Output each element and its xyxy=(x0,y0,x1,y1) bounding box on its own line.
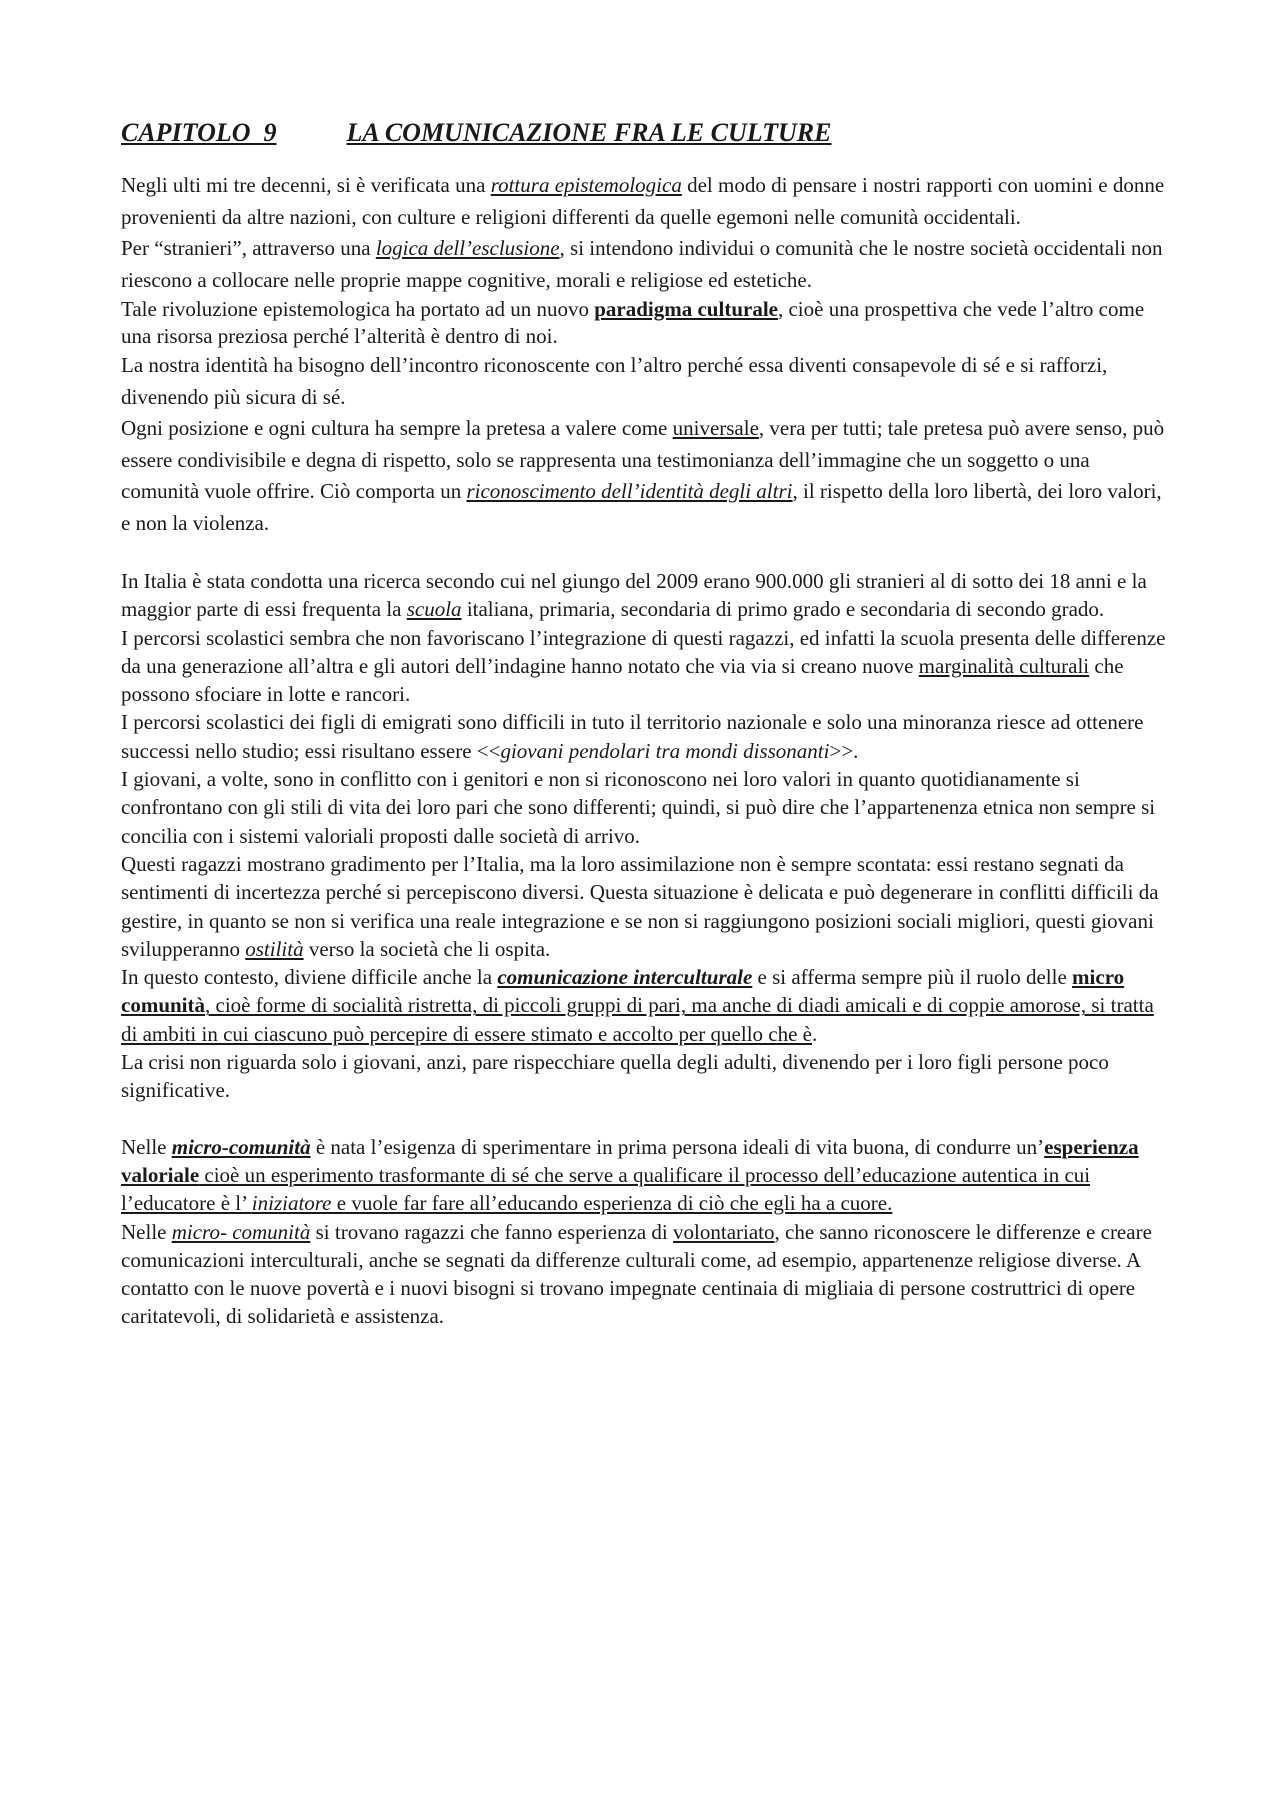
paragraph: In questo contesto, diviene difficile anche la comunicazione interculturale e si afferma sempre più il ruolo delle micro comunità, cioè forme di socialità ristretta, di piccoli gruppi di pari, ma anche di diadi amicali e di coppie amorose, si tratta di ambiti in cui ciascuno può percepire di essere stimato e accolto per quello che è. xyxy=(121,965,1154,1046)
emphasis: universale xyxy=(672,416,759,440)
paragraph: Nelle micro-comunità è nata l’esigenza di sperimentare in prima persona ideali di vita buona, di condurre un’esperienza valoriale cioè un esperimento trasformante di sé che serve a qualificare il processo dell’educazione autentica in cui l’educatore è l’ iniziatore e vuole far fare all’educando esperienza di ciò che egli ha a cuore. xyxy=(121,1134,1139,1216)
emphasis: marginalità culturali xyxy=(918,653,1090,678)
emphasis: micro- comunità xyxy=(171,1219,311,1244)
emphasis: comunicazione interculturale xyxy=(497,965,753,990)
paragraph: I percorsi scolastici sembra che non favoriscano l’integrazione di questi ragazzi, ed infatti la scuola presenta delle differenze da una generazione all’altra e gli autori dell’indagine hanno notato che via via si creano nuove marginalità culturali che possono sfociare in lotte e rancori. xyxy=(121,625,1166,707)
emphasis: logica dell’esclusione xyxy=(375,236,560,260)
paragraph: Negli ulti mi tre decenni, si è verificata una rottura epistemologica del modo di pensare i nostri rapporti con uomini e donne provenienti da altre nazioni, con culture e religioni differenti da quelle egemoni nelle comunità occidentali. xyxy=(121,173,1165,229)
paragraph: Tale rivoluzione epistemologica ha portato ad un nuovo paradigma culturale, cioè una prospettiva che vede l’altro come una risorsa preziosa perché l’alterità è dentro di noi. xyxy=(121,297,1145,348)
chapter-number: CAPITOLO 9 xyxy=(121,118,277,147)
emphasis: micro-comunità xyxy=(171,1134,311,1159)
paragraph: I percorsi scolastici dei figli di emigrati sono difficili in tuto il territorio nazionale e solo una minoranza riesce ad ottenere successi nello studio; essi risultano essere <<giovani pendolari tra mondi dissonanti>>. xyxy=(121,710,1144,763)
emphasis: riconoscimento dell’identità degli altri xyxy=(466,479,793,503)
emphasis: esperienza valoriale xyxy=(121,1134,1139,1187)
document-page xyxy=(121,118,1171,1331)
emphasis: iniziatore xyxy=(251,1191,332,1216)
paragraph: In Italia è stata condotta una ricerca secondo cui nel giungo del 2009 erano 900.000 gli stranieri al di sotto dei 18 anni e la maggior parte di essi frequenta la scuola italiana, primaria, secondaria di primo grado e secondaria di secondo grado. xyxy=(121,569,1147,622)
emphasis: , cioè forme di socialità ristretta, di piccoli gruppi di pari, ma anche di diadi amicali e di coppie amorose, si tratta di ambiti in cui ciascuno può percepire di essere stimato e accolto per quello che è xyxy=(121,993,1154,1046)
paragraph: La nostra identità ha bisogno dell’incontro riconoscente con l’altro perché essa diventi consapevole di sé e si rafforzi, divenendo più sicura di sé. xyxy=(121,353,1108,409)
paragraph: Nelle micro- comunità si trovano ragazzi che fanno esperienza di volontariato, che sanno riconoscere le differenze e creare comunicazioni interculturali, anche se segnati da differenze culturali come, ad esempio, appartenenze religiose diverse. A contatto con le nuove povertà e i nuovi bisogni si trovano impegnate centinaia di migliaia di persone costruttrici di opere caritatevoli, di solidarietà e assistenza. xyxy=(121,1219,1152,1329)
emphasis: rottura epistemologica xyxy=(490,173,682,197)
emphasis: ostilità xyxy=(245,936,304,961)
emphasis: scuola xyxy=(406,597,462,622)
emphasis: cioè un esperimento trasformante di sé che serve a qualificare il processo dell’educazione autentica in cui l’educatore è l’ xyxy=(121,1162,1091,1216)
chapter-title xyxy=(121,118,1171,148)
emphasis: paradigma culturale xyxy=(594,297,778,321)
emphasis: micro comunità xyxy=(121,965,1125,1018)
section-intro xyxy=(121,170,1171,539)
chapter-heading: LA COMUNICAZIONE FRA LE CULTURE xyxy=(346,118,832,147)
section-micro-communities xyxy=(121,1133,1171,1331)
paragraph: Per “stranieri”, attraverso una logica dell’esclusione, si intendono individui o comunità che le nostre società occidentali non riescono a collocare nelle proprie mappe cognitive, morali e religiose ed estetiche. xyxy=(121,236,1163,292)
emphasis: volontariato xyxy=(673,1219,775,1244)
paragraph: La crisi non riguarda solo i giovani, anzi, pare rispecchiare quella degli adulti, divenendo per i loro figli persone poco significative. xyxy=(121,1050,1109,1103)
paragraph: Questi ragazzi mostrano gradimento per l’Italia, ma la loro assimilazione non è sempre scontata: essi restano segnati da sentimenti di incertezza perché si percepiscono diversi. Questa situazione è delicata e può degenerare in conflitti difficili da gestire, in quanto se non si verifica una reale integrazione e se non si raggiungono posizioni sociali migliori, questi giovani svilupperanno ostilità verso la società che li ospita. xyxy=(121,851,1159,961)
emphasis: e vuole far fare all’educando esperienza di ciò che egli ha a cuore. xyxy=(331,1191,893,1216)
emphasis: giovani pendolari tra mondi dissonanti xyxy=(500,738,830,763)
section-italy xyxy=(121,567,1171,1105)
paragraph: I giovani, a volte, sono in conflitto con i genitori e non si riconoscono nei loro valori in quanto quotidianamente si confrontano con gli stili di vita dei loro pari che sono differenti; quindi, si può dire che l’appartenenza etnica non sempre si concilia con i sistemi valoriali proposti dalle società di arrivo. xyxy=(121,767,1156,848)
paragraph: Ogni posizione e ogni cultura ha sempre la pretesa a valere come universale, vera per tutti; tale pretesa può avere senso, può essere condivisibile e degna di rispetto, solo se rappresenta una testimonianza dell’immagine che un soggetto o una comunità vuole offrire. Ciò comporta un riconoscimento dell’identità degli altri, il rispetto della loro libertà, dei loro valori, e non la violenza. xyxy=(121,416,1165,535)
